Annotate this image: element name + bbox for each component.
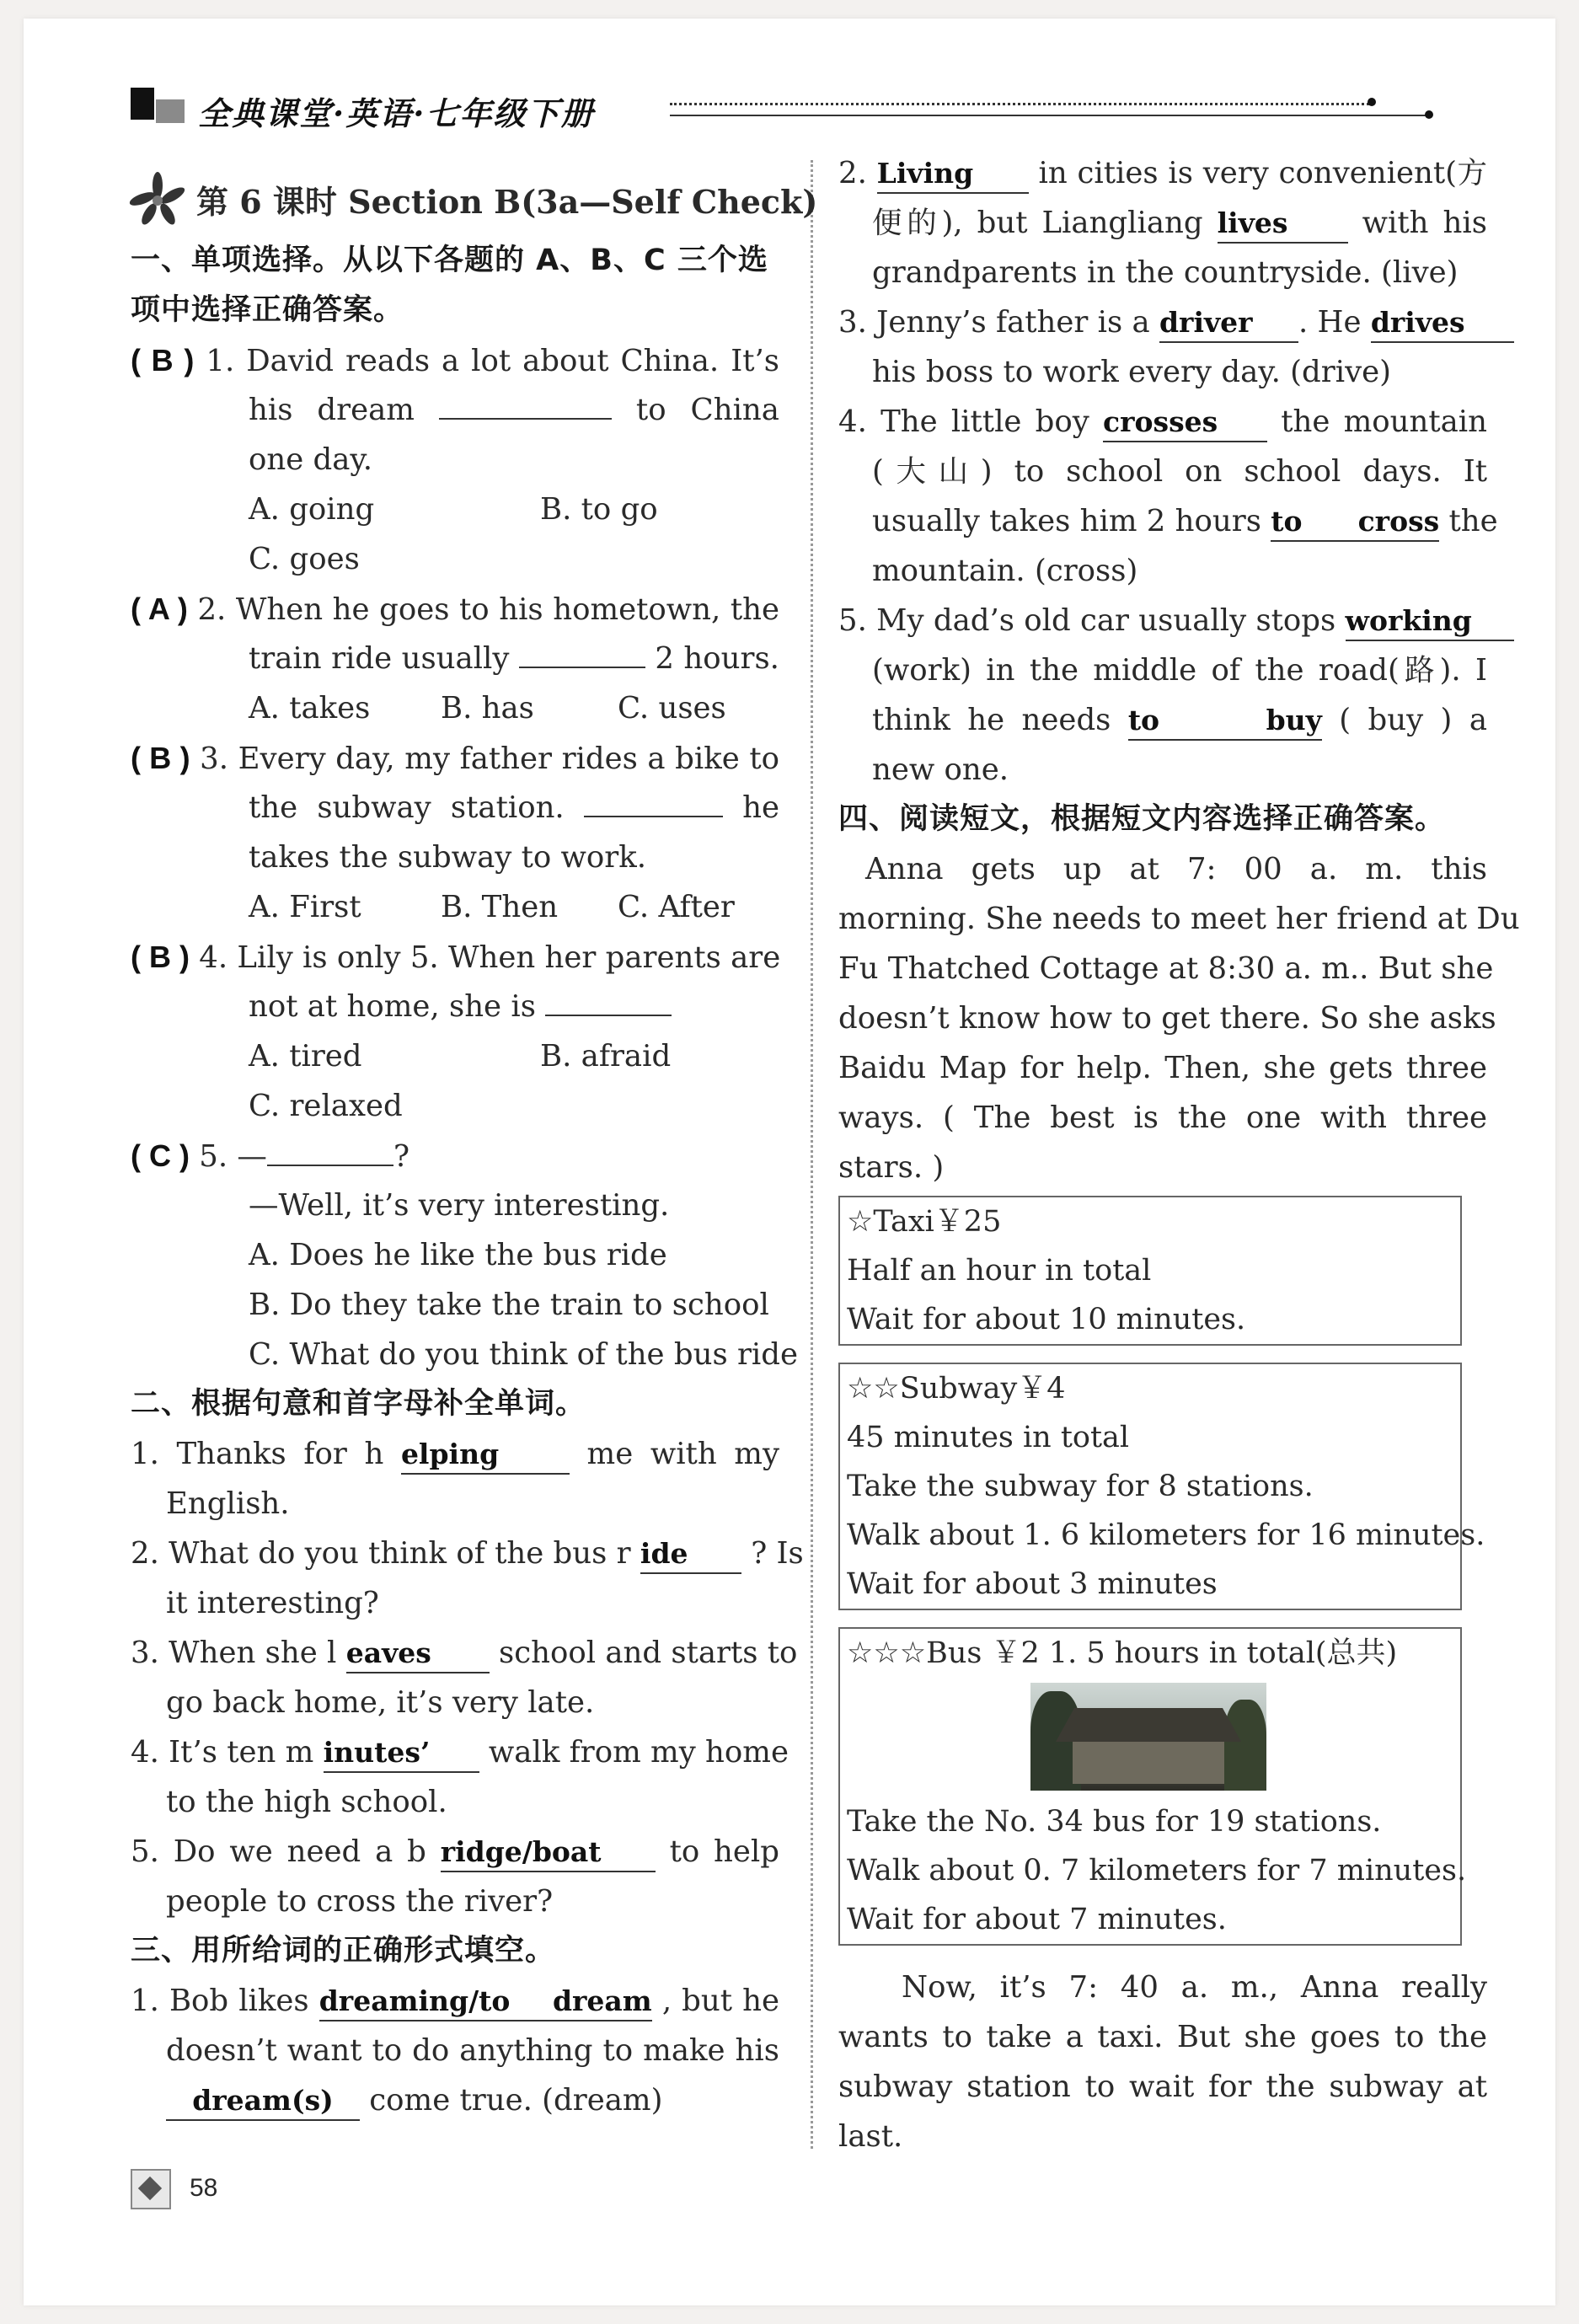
answer-blank (441, 1834, 656, 1872)
diamond-icon (131, 2169, 171, 2209)
thatched-cottage-photo (1030, 1683, 1266, 1791)
passage-line: doesn’t know how to get there. So she asks (838, 1001, 1496, 1036)
answer-blank (1103, 404, 1267, 442)
option-c: C. What do you think of the bus ride (249, 1337, 799, 1372)
question-text: 3. Jenny’s father is a (838, 305, 1150, 340)
option-b: B. afraid (540, 1039, 672, 1074)
question-text: . He (1298, 305, 1362, 340)
part3-q5 (838, 596, 1487, 645)
answer-blank (1346, 602, 1514, 641)
header-logo-icon (131, 88, 190, 126)
photo-wall (1073, 1742, 1224, 1784)
question-text: 1. David reads a lot about China. It’s (206, 344, 779, 378)
option-c: C. goes (249, 542, 360, 576)
answer-text: ridge/boat (440, 1835, 602, 1868)
part1-q2 (131, 584, 779, 634)
answer-blank (166, 2082, 360, 2121)
part3-q1 (131, 1976, 779, 2026)
answer-text: ide (640, 1537, 688, 1570)
lesson-title-text: 第 6 课时 Section B(3a—Self Check) (196, 183, 818, 221)
question-text: ( buy ) a (1339, 703, 1487, 737)
question-line (838, 198, 1487, 248)
option-b: B. to go (540, 492, 658, 527)
options-line (131, 1031, 779, 1081)
answer-text: driver (1159, 306, 1253, 339)
answer-blank (319, 1983, 652, 2021)
lesson-title (131, 169, 818, 236)
part2-q4 (131, 1727, 789, 1777)
part3-q3 (838, 297, 1487, 347)
option-c: C. uses (618, 691, 726, 726)
answer-blank (1128, 702, 1322, 741)
question-text: ? Is (751, 1536, 804, 1571)
question-line (131, 2075, 779, 2125)
question-text: 5. — (199, 1139, 267, 1174)
answer-text: eaves (345, 1636, 431, 1669)
answer-text: inutes’ (323, 1736, 431, 1769)
question-text: , but he (661, 1984, 779, 2018)
answer-mark: ( B ) (131, 343, 195, 378)
question-text: grandparents in the countryside. (live) (872, 255, 1459, 290)
question-text: me with my (586, 1437, 780, 1471)
taxi-option-box (838, 1196, 1462, 1346)
question-text: takes the subway to work. (249, 840, 647, 875)
column-divider (811, 160, 813, 2149)
answer-text: to buy (1127, 704, 1322, 736)
part2-q3 (131, 1628, 798, 1678)
question-text: his dream (249, 393, 415, 427)
question-text: 2. When he goes to his hometown, the (197, 592, 779, 627)
part1-heading: 一、单项选择。从以下各题的 A、B、C 三个选 (131, 244, 768, 277)
part1-heading-cont: 项中选择正确答案。 (131, 293, 404, 327)
answer-blank (267, 1165, 393, 1166)
box-line: Half an hour in total (847, 1254, 1152, 1288)
answer-blank (1159, 304, 1298, 343)
answer-blank (877, 155, 1029, 194)
part1-q4 (131, 932, 779, 982)
answer-blank (584, 816, 723, 817)
option-a: A. First (249, 890, 361, 924)
box-line: ☆☆☆Bus ￥2 1. 5 hours in total(总共) (847, 1636, 1398, 1670)
question-text: in cities is very convenient(方 (1038, 156, 1487, 190)
answer-blank (1371, 304, 1514, 343)
question-line (838, 695, 1487, 745)
option-b: B. has (441, 691, 534, 726)
part3-q4 (838, 397, 1487, 447)
header-rule (670, 115, 1428, 116)
box-line: 45 minutes in total (847, 1421, 1130, 1454)
answer-text: dreaming/to dream (318, 1984, 652, 2017)
box-line: Wait for about 7 minutes. (847, 1903, 1227, 1936)
answer-blank (1271, 503, 1439, 542)
option-b: B. Then (441, 890, 559, 924)
question-text: school and starts to (499, 1636, 798, 1670)
answer-text: lives (1217, 206, 1288, 239)
answer-blank (324, 1734, 479, 1773)
answer-text: drives (1370, 306, 1465, 339)
answer-blank (1218, 205, 1348, 244)
answer-text: crosses (1103, 405, 1218, 438)
header-dot (1425, 110, 1433, 119)
question-line (131, 385, 779, 435)
question-text: to help (669, 1834, 779, 1869)
answer-blank (545, 1015, 672, 1016)
question-text: doesn’t want to do anything to make his (166, 2033, 779, 2068)
question-text: one day. (249, 442, 373, 477)
question-text: with his (1362, 206, 1487, 240)
question-text: 4. Lily is only 5. When her parents are (199, 940, 781, 975)
part2-heading: 二、根据句意和首字母补全单词。 (131, 1387, 586, 1421)
question-text: (大山) to school on school days. It (872, 454, 1487, 489)
question-text: 1. Thanks for h (131, 1437, 384, 1471)
passage-line: last. (838, 2119, 903, 2154)
question-text: go back home, it’s very late. (166, 1685, 595, 1720)
part3-heading: 三、用所给词的正确形式填空。 (131, 1934, 556, 1968)
question-text: walk from my home (488, 1735, 789, 1770)
passage-line: stars. ) (838, 1150, 945, 1185)
passage-line: Baidu Map for help. Then, she gets three (838, 1051, 1487, 1085)
passage-line: subway station to wait for the subway at (838, 2070, 1487, 2104)
part2-q2 (131, 1529, 804, 1578)
answer-blank (640, 1535, 741, 1574)
answer-mark: ( B ) (131, 940, 190, 974)
question-text: he (742, 790, 779, 825)
question-text: 4. It’s ten m (131, 1735, 314, 1770)
answer-text: elping (400, 1438, 500, 1470)
option-c: C. relaxed (249, 1089, 403, 1123)
answer-text: working (1345, 604, 1472, 637)
question-text: 3. When she l (131, 1636, 337, 1670)
question-line (131, 783, 779, 833)
question-text: train ride usually (249, 641, 510, 676)
question-text: 2. What do you think of the bus r (131, 1536, 631, 1571)
passage-line: Fu Thatched Cottage at 8:30 a. m.. But she (838, 951, 1494, 986)
question-text: mountain. (cross) (872, 554, 1138, 588)
box-line: Walk about 0. 7 kilometers for 7 minutes. (847, 1854, 1467, 1888)
question-text: 2. (838, 156, 867, 190)
question-text: usually takes him 2 hours (872, 504, 1261, 538)
flower-icon (127, 170, 188, 231)
left-column (131, 169, 818, 2125)
answer-blank (401, 1436, 570, 1475)
option-a: A. tired (249, 1039, 362, 1074)
question-text: 1. Bob likes (131, 1984, 309, 2018)
passage-line: Now, it’s 7: 40 a. m., Anna really (902, 1970, 1487, 2005)
bus-option-box (838, 1627, 1467, 1946)
question-text: the subway station. (249, 790, 565, 825)
answer-text: dream(s) (192, 2084, 334, 2117)
box-line: Take the subway for 8 stations. (847, 1470, 1314, 1503)
box-line: Take the No. 34 bus for 19 stations. (847, 1805, 1382, 1839)
question-text: it interesting? (166, 1586, 379, 1620)
question-text: (work) in the middle of the road(路). I (872, 653, 1487, 688)
answer-mark: ( C ) (131, 1138, 190, 1173)
answer-mark: ( A ) (131, 592, 188, 626)
part2-q1 (131, 1429, 779, 1479)
question-text: 5. My dad’s old car usually stops (838, 603, 1336, 638)
question-text: 便的), but Liangliang (872, 206, 1203, 240)
question-text: think he needs (872, 703, 1111, 737)
question-text: 2 hours. (655, 641, 779, 676)
page-header (131, 84, 1445, 135)
options-line (131, 485, 779, 534)
header-title: 全典课堂·英语·七年级下册 (198, 94, 595, 132)
passage-line: ways. ( The best is the one with three (838, 1100, 1487, 1135)
question-text: the (1448, 504, 1498, 538)
option-a: A. going (249, 492, 375, 527)
part4-heading: 四、阅读短文，根据短文内容选择正确答案。 (838, 802, 1446, 836)
question-text: to China (635, 393, 779, 427)
box-line: Wait for about 3 minutes (847, 1567, 1218, 1601)
question-text: new one. (872, 752, 1009, 787)
option-a: A. Does he like the bus ride (249, 1238, 667, 1272)
answer-text: Living (876, 157, 974, 190)
option-b: B. Do they take the train to school (249, 1288, 769, 1322)
part1-q3 (131, 733, 779, 783)
question-line (131, 982, 779, 1031)
answer-text: to cross (1271, 505, 1440, 538)
header-dot (1368, 98, 1376, 106)
answer-blank (519, 667, 645, 668)
question-text: 3. Every day, my father rides a bike to (200, 742, 779, 776)
answer-blank (346, 1635, 490, 1673)
question-text: ? (393, 1139, 409, 1174)
question-text: his boss to work every day. (drive) (872, 355, 1391, 389)
question-text: English. (166, 1486, 290, 1521)
part1-q1 (131, 335, 779, 385)
options-line (131, 683, 779, 733)
question-text: to the high school. (166, 1785, 447, 1819)
answer-mark: ( B ) (131, 741, 190, 775)
part3-q2 (838, 148, 1487, 198)
question-text: people to cross the river? (166, 1884, 554, 1919)
question-text: 5. Do we need a b (131, 1834, 426, 1869)
question-text: the mountain (1281, 404, 1487, 439)
question-text: 4. The little boy (838, 404, 1089, 439)
question-text: come true. (dream) (369, 2083, 663, 2118)
box-line: ☆☆Subway￥4 (847, 1372, 1066, 1406)
photo-roof (1056, 1708, 1241, 1742)
photo-tree (1224, 1700, 1266, 1791)
passage-line: Anna gets up at 7: 00 a. m. this (865, 852, 1487, 886)
options-line (131, 882, 779, 932)
box-line: Walk about 1. 6 kilometers for 16 minutes. (847, 1518, 1485, 1552)
right-column (838, 148, 1520, 2161)
part1-q5 (131, 1131, 779, 1181)
option-c: C. After (618, 890, 735, 924)
part2-q5 (131, 1827, 779, 1877)
question-line (838, 496, 1498, 546)
passage-line: wants to take a taxi. But she goes to the (838, 2020, 1487, 2054)
option-a: A. takes (249, 691, 371, 726)
question-text: not at home, she is (249, 989, 536, 1024)
subway-option-box (838, 1363, 1485, 1610)
header-dotted-rule (670, 103, 1369, 105)
box-line: Wait for about 10 minutes. (847, 1303, 1246, 1336)
box-line: ☆Taxi￥25 (847, 1205, 1002, 1239)
page-number: 58 (190, 2174, 218, 2202)
answer-blank (439, 418, 612, 420)
question-line (131, 634, 779, 683)
question-text: —Well, it’s very interesting. (249, 1188, 670, 1223)
passage-line: morning. She needs to meet her friend at Du (838, 902, 1520, 936)
